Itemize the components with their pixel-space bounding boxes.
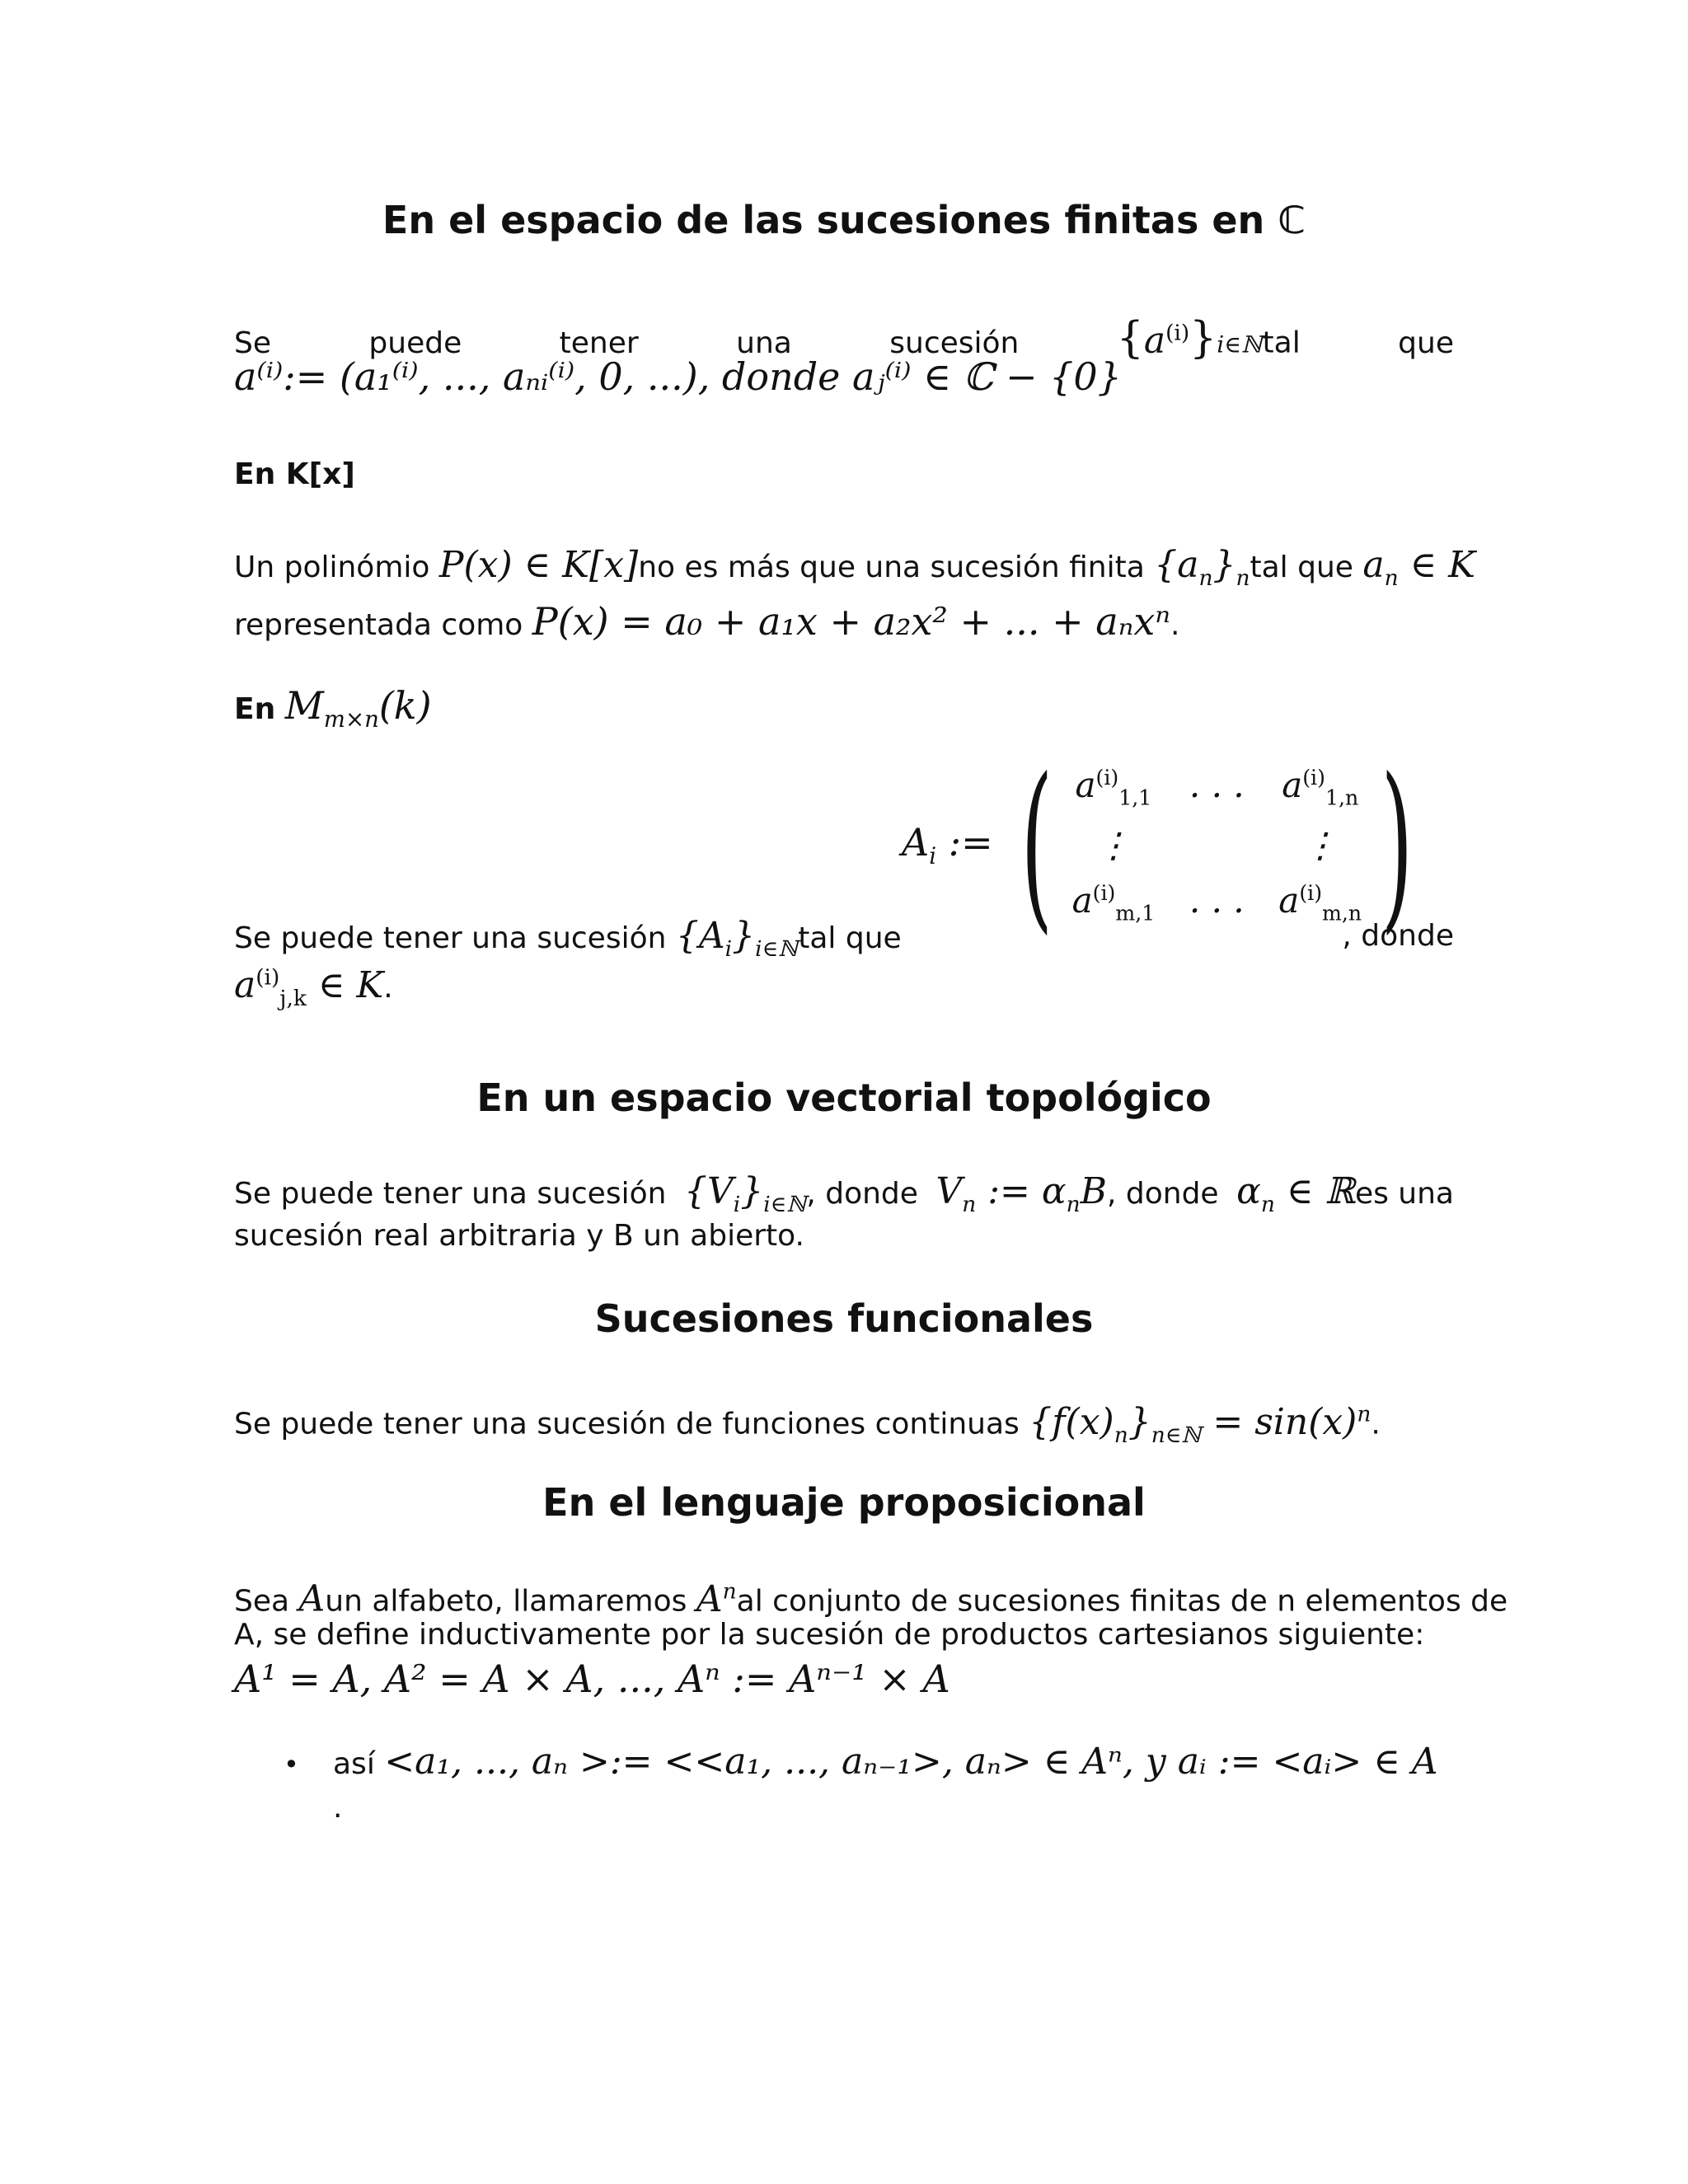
text: Se puede tener una sucesión (234, 1177, 667, 1211)
formula-inline: P(x) ∈ K[x] (438, 544, 639, 586)
text: al conjunto de sucesiones finitas de n elementos de (736, 1584, 1508, 1619)
formula-inline: $a^{(i)}_{j,k}$ ∈ K. (234, 964, 393, 1011)
text: tal que (798, 921, 902, 955)
matrix-formula: $A_i$ := ( $a^{(i)}_{1,1}$ . . . $a^{(i)}_{1,n}$ ⋮ ⋮ $a^{(i)}_{m,1}$ . . . $a^{(i)}_{m,n}$ ) (902, 739, 1414, 950)
formula-inline: $\{V_i\}_{i\in ℕ}$ (683, 1170, 807, 1217)
text: así (333, 1747, 375, 1781)
document-page (234, 0, 1508, 2184)
word: tener (559, 326, 639, 360)
text: Se puede tener una sucesión (234, 921, 667, 955)
formula-polynomial: P(x) = a₀ + a₁x + a₂x² + ... + aₙxⁿ (532, 599, 1170, 644)
word: Se (234, 326, 271, 360)
word: una (736, 326, 792, 360)
formula-inline: $\{a^{(i)}\}i\in ℕtal$ (1116, 313, 1301, 363)
text: es una (1354, 1177, 1454, 1211)
word: sucesión (889, 326, 1020, 360)
formula-cartesian-products: A¹ = A, A² = A × A, ..., Aⁿ := Aⁿ⁻¹ × A (234, 1657, 950, 1701)
heading-topological-vector-space: En un espacio vectorial topológico (476, 1076, 1212, 1120)
subheading-matrices (234, 684, 1454, 741)
paragraph-line (234, 915, 1454, 971)
text: , donde (1106, 1177, 1219, 1211)
word: puede (368, 326, 462, 360)
bullet-icon: • (284, 1749, 299, 1780)
formula-inline: $\alpha_n$ ∈ ℝ (1236, 1170, 1355, 1217)
formula-inline: $M_{m\times n}(k)$ (284, 683, 432, 733)
text: Se puede tener una sucesión de funciones continuas (234, 1407, 1020, 1441)
paragraph-line (234, 544, 1476, 600)
text: , donde (1342, 919, 1454, 953)
subheading-kx: En K[x] (234, 457, 355, 491)
text: . (333, 1791, 343, 1825)
text: , donde (806, 1177, 918, 1211)
formula-tuple: <a₁, ..., aₙ >:= <<a₁, ..., aₙ₋₁>, aₙ> ∈ Aⁿ, y aᵢ := <aᵢ> ∈ A (384, 1741, 1438, 1783)
heading-finite-sequences: En el espacio de las sucesiones finitas en ℂ (382, 198, 1306, 242)
text: un alfabeto, llamaremos (325, 1584, 687, 1619)
heading-propositional-language: En el lenguaje proposicional (542, 1480, 1146, 1525)
text: Sea (234, 1584, 290, 1619)
text: no es más que una sucesión finita (638, 551, 1145, 584)
formula-inline: A (298, 1577, 326, 1620)
formula-inline: $\{f(x)_n\}_{n\in ℕ} = \sin(x)^n$ (1029, 1400, 1372, 1448)
text: representada como (234, 608, 523, 642)
formula-inline: $A^n$ (696, 1577, 737, 1620)
word: que (1398, 326, 1454, 360)
formula-inline: $\{A_i\}_{i\in ℕ}$ (675, 915, 799, 962)
formula-inline: $\{a_n\}_n$ (1154, 544, 1250, 591)
word: tal (1262, 326, 1301, 360)
list-item (333, 1741, 1454, 1786)
text: Un polinómio (234, 551, 430, 584)
formula-sequence-def: a⁽ⁱ⁾:= (a₁⁽ⁱ⁾, ..., aₙᵢ⁽ⁱ⁾, 0, ...), donde aⱼ⁽ⁱ⁾ ∈ ℂ − {0} (234, 354, 1122, 399)
text: tal que (1250, 551, 1353, 584)
heading-functional-sequences: Sucesiones funcionales (594, 1296, 1094, 1341)
paragraph-line: Se puede tener una sucesión de funciones continuas $\{f(x)_n\}_{n\in ℕ} = \sin(x)^n$. (234, 1400, 1381, 1448)
paragraph-line: representada como P(x) = a₀ + a₁x + a₂x² + ... + aₙxⁿ. (234, 599, 1180, 644)
formula-inline: $V_n$ := $\alpha_nB$ (935, 1170, 1107, 1217)
formula-inline: $a_n$ ∈ K (1362, 544, 1476, 591)
text: En (234, 692, 276, 726)
paragraph-line: sucesión real arbitraria y B un abierto. (234, 1219, 804, 1253)
paragraph-line: A, se define inductivamente por la sucesión de productos cartesianos siguiente: (234, 1618, 1425, 1652)
